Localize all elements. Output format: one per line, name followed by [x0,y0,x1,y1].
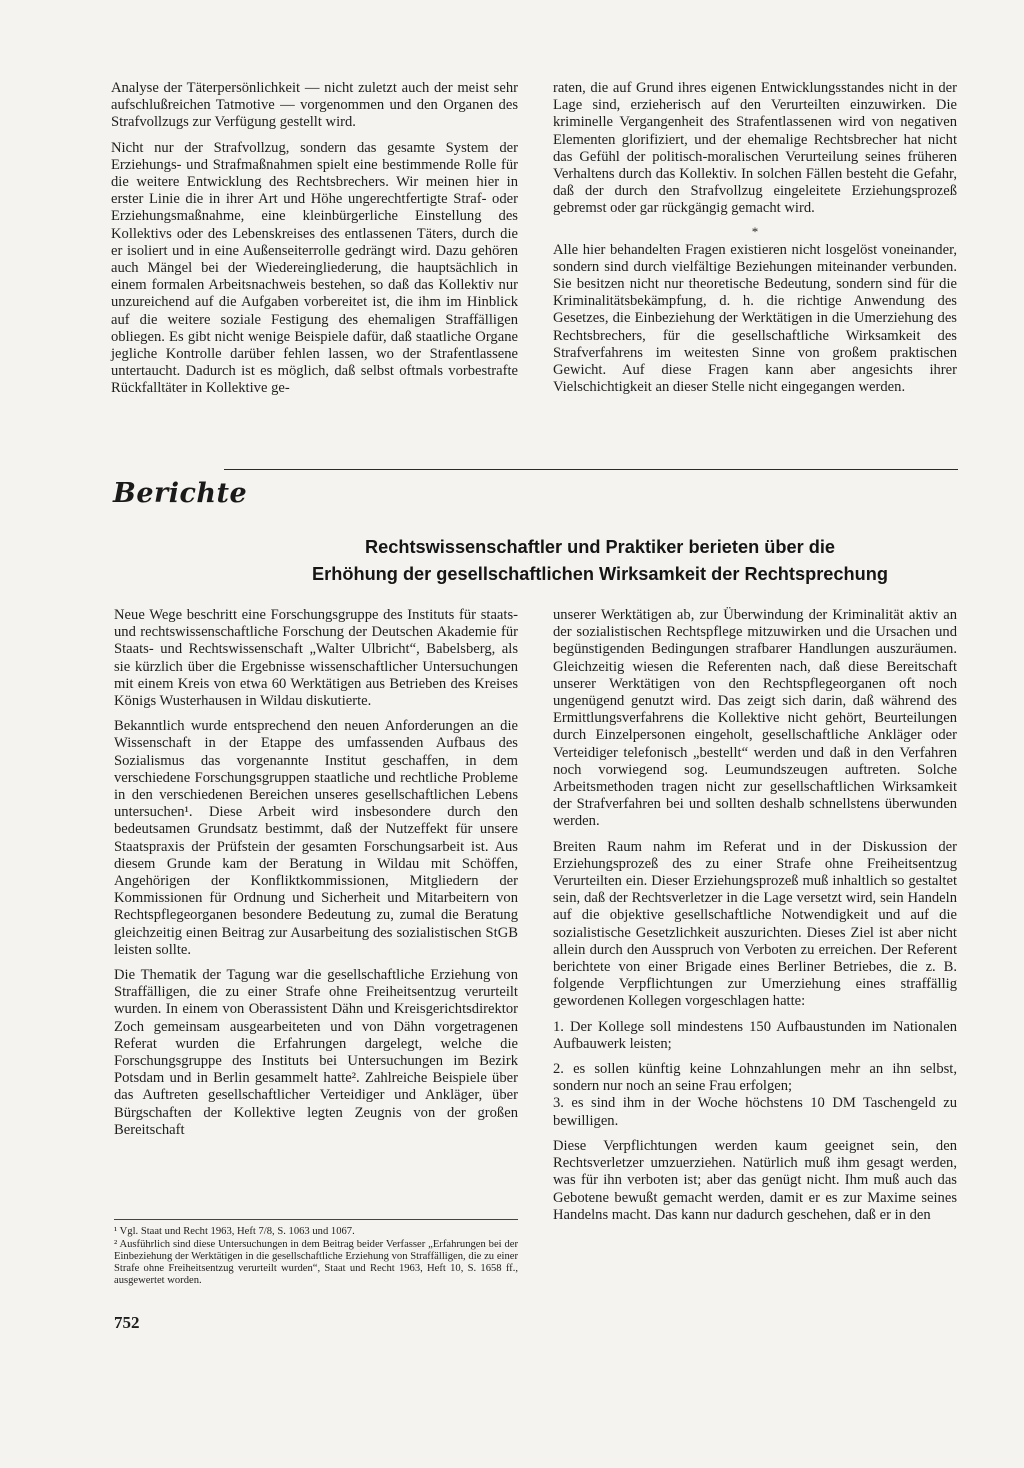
article-headline [200,534,1000,588]
headline-line: Erhöhung der gesellschaftlichen Wirksamkeit der Rechtsprechung [312,564,888,584]
bottom-right-column [553,607,957,1224]
footnote: ¹ Vgl. Staat und Recht 1963, Heft 7/8, S. 1063 und 1067. [114,1226,355,1237]
paragraph: Neue Wege beschritt eine Forschungsgruppe des Instituts für staats- und rechtswissenschaftliche Forschung der Deutschen Akademie für Staats- und Rechtswissenschaft „Walter Ulbricht“, Babelsberg, als sie kürzlich über die Ergebnisse wissenschaftlicher Untersuchungen mit einem Kreis von etwa 60 Werktätigen aus Betrieben des Kreises Königs Wusterhausen in Wildau diskutierte. [114,607,518,710]
bottom-left-column [114,607,518,1139]
obligation-item: 3. es sind ihm in der Woche höchstens 10 DM Taschengeld zu bewilligen. [553,1095,957,1129]
paragraph: Analyse der Täterpersönlichkeit — nicht zuletzt auch der meist sehr aufschlußreichen Tatmotive — vorgenommen und den Organen des Strafvollzugs zur Verfügung gestellt wird. [111,80,518,131]
paragraph: Diese Verpflichtungen werden kaum geeignet sein, den Rechtsverletzer umzuerziehen. Natürlich muß ihm gesagt werden, was für ihn verboten ist; aber das genügt nicht. Ihm muß auch das Gebotene bewußt gemacht werden, damit er es zur Maxime seines Handelns macht. Das kann nur dadurch geschehen, daß er in den [553,1137,957,1223]
headline-line: Rechtswissenschaftler und Praktiker berieten über die [364,537,835,557]
paragraph: Bekanntlich wurde entsprechend den neuen Anforderungen an die Wissenschaft in der Etappe des umfassenden Aufbaus des Sozialismus das vorgenannte Institut geschaffen, in dem verschiedene Forschungsgruppen staatliche und rechtliche Probleme in den verschiedenen Bereichen unseres gesellschaftlichen Lebens untersuchen¹. Diese Arbeit wird insbesondere durch den bedeutsamen Grundsatz bestimmt, daß der Nutzeffekt für unsere Staatspraxis der Prüfstein der gesamten Forschungsarbeit ist. Aus diesem Grunde kam der Beratung in Wildau mit Schöffen, Angehörigen der Konfliktkommissionen, Mitgliedern der Kommissionen für Ordnung und Sicherheit und Mitarbeitern von Rechtspflegeorganen besondere Bedeutung zu, zumal die Beratung gleichzeitig einen Beitrag zur Ausarbeitung des sozialistischen StGB leisten sollte. [114,718,518,958]
page-number: 752 [114,1313,140,1332]
obligation-item: 2. es sollen künftig keine Lohnzahlungen mehr an ihn selbst, sondern nur noch an seine Frau erfolgen; [553,1061,957,1095]
horizontal-rule [224,469,958,470]
section-heading: Berichte [113,478,248,509]
paragraph: Nicht nur der Strafvollzug, sondern das gesamte System der Erziehungs- und Strafmaßnahmen spielt eine bestimmende Rolle für die weitere Entwicklung des Rechtsbrechers. Wir meinen hier in erster Linie die in ihrer Art und Höhe ungerechtfertigte Straf- oder Erziehungsmaßnahme, eine kleinbürgerliche Einstellung des Kollektivs oder des Lebenskreises des entlassenen Täters, durch die er isoliert und in eine Außenseiterrolle gedrängt wird. Dazu gehören auch Mängel bei der Wiedereingliederung, die hauptsächlich in einem formalen Arbeitsnachweis bestehen, so daß das Kollektiv nur unzureichend auf die Aufgaben vorbereitet ist, die ihm im Hinblick auf die weitere soziale Festigung des ehemaligen Straffälligen obliegen. Es gibt nicht wenige Beispiele dafür, daß staatliche Organe jegliche Kontrolle darüber fehlen lassen, wo der Strafentlassene untertaucht. Dadurch ist es möglich, daß selbst oftmals vorbestrafte Rückfalltäter in Kollektive ge- [111,139,518,397]
paragraph: raten, die auf Grund ihres eigenen Entwicklungsstandes nicht in der Lage sind, erzieherisch auf den Verurteilten einzuwirken. Die kriminelle Vergangenheit des Strafentlassenen wird von negativen Elementen glorifiziert, und der ehemalige Rechtsbrecher hat nicht das Gefühl der politisch-moralischen Verurteilung seines früheren Verhaltens durch das Kollektiv. In solchen Fällen besteht die Gefahr, daß der durch den Strafvollzug eingeleitete Erziehungsprozeß gebremst oder gar rückgängig gemacht wird. [553,80,957,217]
section-separator-star: * [751,223,759,239]
paragraph: Alle hier behandelten Fragen existieren nicht losgelöst voneinander, sondern sind durch vielfältige Beziehungen miteinander verbunden. Sie besitzen nicht nur theoretische Bedeutung, sondern sind für die Kriminalitätsbekämpfung, d. h. die richtige Anwendung des Gesetzes, die Einbeziehung der Werktätigen in die Umerziehung des Rechtsbrechers, für die gesellschaftliche Wirksamkeit des Strafverfahrens im weitesten Sinne von großem praktischen Gewicht. Auf diese Fragen kann aber angesichts ihrer Vielschichtigkeit an dieser Stelle nicht eingegangen werden. [553,241,957,396]
footnotes [114,1219,518,1288]
paragraph: Breiten Raum nahm im Referat und in der Diskussion der Erziehungsprozeß des zu einer Strafe ohne Freiheitsentzug Verurteilten ein. Dieser Erziehungsprozeß muß inhaltlich so gestaltet sein, daß der Rechtsverletzer in die Lage versetzt wird, sein Handeln auf die objektive gesellschaftliche Notwendigkeit und auf die sozialistische Gesetzlichkeit auszurichten. Dieses Ziel ist aber nicht allein durch den Ausspruch von Verboten zu erreichen. Der Referent berichtete von einer Brigade eines Berliner Betriebes, die z. B. folgende Verpflichtungen zur Umerziehung eines straffällig gewordenen Kollegen vorgeschlagen hatte: [553,838,957,1010]
top-right-column [553,80,957,396]
footnote: ² Ausführlich sind diese Untersuchungen in dem Beitrag beider Verfasser „Erfahrungen bei der Einbeziehung der Werktätigen in die gesellschaftliche Erziehung von Straffälligen, die zu einer Strafe ohne Freiheitsentzug verurteilt wurden“, Staat und Recht 1963, Heft 10, S. 1658 ff., ausgewertet worden. [114,1239,518,1286]
paragraph: unserer Werktätigen ab, zur Überwindung der Kriminalität aktiv an der sozialistischen Rechtspflege mitzuwirken und die Ursachen und begünstigenden Bedingungen strafbarer Handlungen auszuräumen. Gleichzeitig wiesen die Referenten nach, daß diese Bereitschaft unserer Werktätigen von den Rechtspflegeorganen oft noch ungenügend genutzt wird. Das zeigt sich darin, daß während des Ermittlungsverfahrens die Kollektive nicht gehört, Beurteilungen durch Einzelpersonen eingeholt, gesellschaftliche Ankläger oder Verteidiger telefonisch „bestellt“ werden und daß in den Verfahren noch vorwiegend sog. Leumundszeugen auftreten. Solche Arbeitsmethoden tragen nicht zur gesellschaftlichen Wirksamkeit der Strafverfahren bei und sollten deshalb schnellstens überwunden werden. [553,607,957,830]
paragraph: Die Thematik der Tagung war die gesellschaftliche Erziehung von Straffälligen, die zu einer Strafe ohne Freiheitsentzug verurteilt wurden. In einem von Oberassistent Dähn und Kreisgerichtsdirektor Zoch gemeinsam ausgearbeiteten und von Dähn vorgetragenen Referat wurden die Erfahrungen dargelegt, welche die Forschungsgruppe des Instituts bei Untersuchungen im Bezirk Potsdam und in Berlin gesammelt hatte². Zahlreiche Beispiele über das Auftreten gesellschaftlicher Verteidiger und Ankläger, über Bürgschaften der Kollektive legten Zeugnis von der großen Bereitschaft [114,967,518,1138]
top-left-column [111,80,518,398]
obligation-item: 1. Der Kollege soll mindestens 150 Aufbaustunden im Nationalen Aufbauwerk leisten; [553,1018,957,1052]
